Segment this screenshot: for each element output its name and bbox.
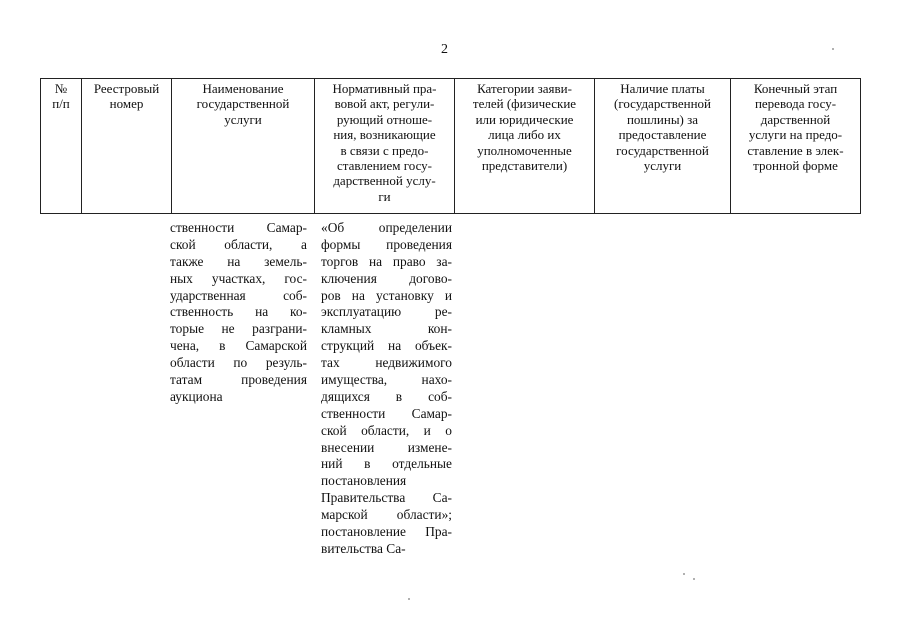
header-text-line: № <box>54 81 68 96</box>
text-line: ударственная соб- <box>170 287 307 303</box>
header-text-line: Нормативный пра- <box>332 81 437 96</box>
text-line: струкций на объек- <box>321 338 452 354</box>
text-line: татам проведения <box>170 372 307 388</box>
text-line: кламных кон- <box>321 321 452 337</box>
text-line: аукциона <box>170 388 223 404</box>
header-text-line: Реестровый <box>93 81 160 96</box>
text-line: тах недвижимого <box>321 355 452 371</box>
scan-speck <box>408 598 410 600</box>
text-line: ской области, а <box>170 236 307 252</box>
text-line: ственности Самар- <box>321 405 452 421</box>
header-text-line: телей (физические <box>472 96 577 112</box>
header-text-line: п/п <box>52 96 70 112</box>
header-text-line: лица либо их <box>488 127 561 143</box>
text-line: внесении измене- <box>321 439 452 455</box>
header-text-line: номер <box>109 96 144 112</box>
header-text-line: тронной форме <box>753 158 838 174</box>
header-text-line: в связи с предо- <box>340 142 429 158</box>
text-line: постановление Пра- <box>321 524 452 540</box>
text-line: ключения догово- <box>321 270 452 286</box>
service-name-text <box>170 220 307 406</box>
text-line: торгов на право за- <box>321 253 452 269</box>
header-text-line: уполномоченные <box>477 142 572 158</box>
header-col-number <box>41 79 82 214</box>
text-line: дящихся в соб- <box>321 388 452 404</box>
scan-speck <box>693 578 695 580</box>
header-text-line: государственной <box>616 142 709 158</box>
header-text-line: ставление в элек- <box>747 142 844 158</box>
header-text-line: Категории заяви- <box>477 81 572 96</box>
header-col-legal-act <box>315 79 455 214</box>
text-line: области по резуль- <box>170 355 307 371</box>
scan-speck <box>832 48 834 50</box>
text-line: постановления <box>321 473 407 489</box>
header-col-applicant-categories <box>455 79 595 214</box>
text-line: ний в отдельные <box>321 456 452 472</box>
services-table-header <box>40 78 861 214</box>
text-line: вительства Са- <box>321 540 406 556</box>
header-text-line: ния, возникающие <box>333 127 436 143</box>
header-text-line: (государственной <box>614 96 711 112</box>
header-col-registry-number <box>82 79 172 214</box>
header-text-line: Наличие платы <box>620 81 705 96</box>
header-text-line: или юридические <box>475 111 574 127</box>
text-line: «Об определении <box>321 220 452 235</box>
header-text-line: предоставление <box>618 127 707 143</box>
header-col-fee <box>595 79 731 214</box>
text-line: ской области, и о <box>321 422 452 438</box>
text-line: Правительства Са- <box>321 490 452 506</box>
text-line: марской области»; <box>321 507 452 523</box>
header-text-line: ставлением госу- <box>336 158 433 174</box>
text-line: эксплуатацию ре- <box>321 304 452 320</box>
header-text-line: услуги <box>224 111 262 127</box>
header-text-line: услуги на предо- <box>748 127 843 143</box>
header-text-line: дарственной <box>760 111 831 127</box>
text-line: торые не разграни- <box>170 321 307 337</box>
header-text-line: представители) <box>481 158 568 174</box>
header-text-line: Наименование <box>202 81 284 96</box>
header-text-line: перевода госу- <box>754 96 837 112</box>
text-line: имущества, нахо- <box>321 372 452 388</box>
text-line: чена, в Самарской <box>170 338 307 354</box>
header-col-electronic-stage <box>731 79 861 214</box>
legal-act-text <box>321 220 452 558</box>
header-text-line: вовой акт, регули- <box>334 96 435 112</box>
text-line: ственности Самар- <box>170 220 307 235</box>
text-line: ных участках, гос- <box>170 270 307 286</box>
text-line: ственность на ко- <box>170 304 307 320</box>
scan-speck <box>683 573 685 575</box>
text-line: также на земель- <box>170 253 307 269</box>
text-line: формы проведения <box>321 236 452 252</box>
header-text-line: ги <box>378 188 391 204</box>
page-number: 2 <box>441 42 448 57</box>
text-line: ров на установку и <box>321 287 452 303</box>
header-col-service-name <box>172 79 315 214</box>
header-row <box>41 79 861 214</box>
header-text-line: услуги <box>643 158 682 174</box>
header-text-line: пошлины) за <box>626 111 699 127</box>
header-text-line: дарственной услу- <box>333 173 436 189</box>
header-text-line: Конечный этап <box>753 81 838 96</box>
header-text-line: рующий отноше- <box>336 111 433 127</box>
header-text-line: государственной <box>196 96 290 112</box>
